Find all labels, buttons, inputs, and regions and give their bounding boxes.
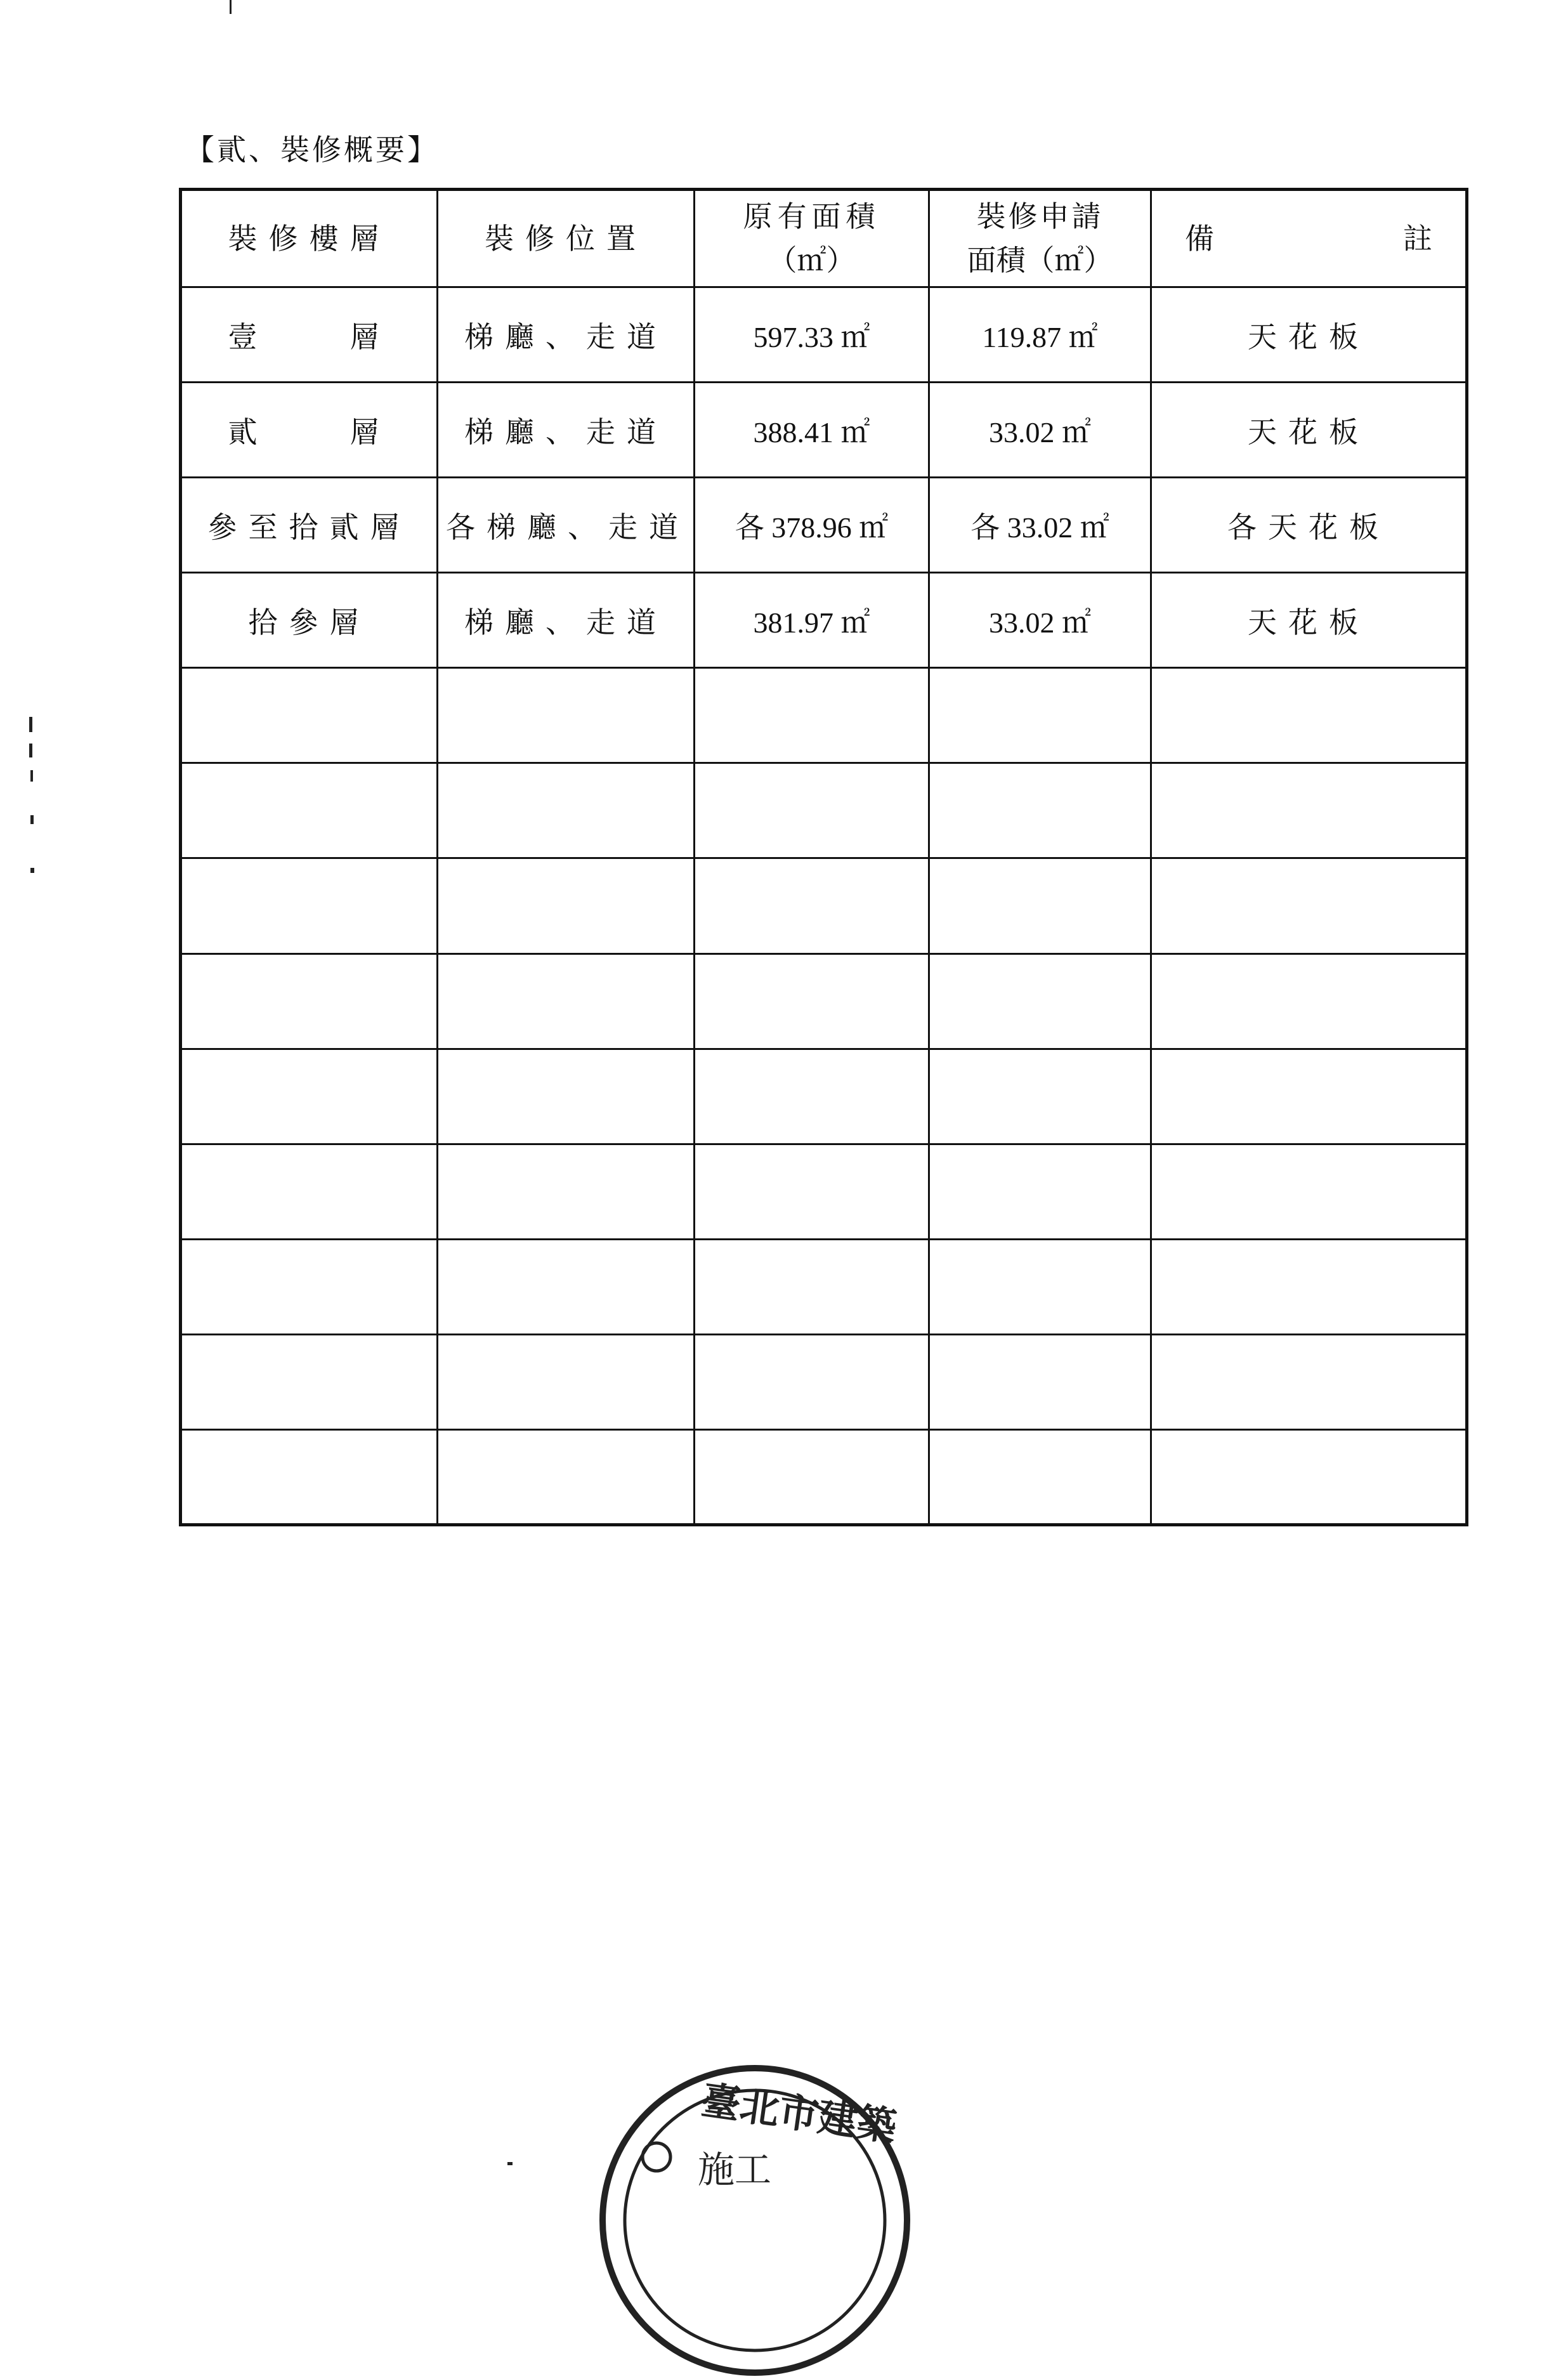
empty-cell <box>1151 1429 1467 1524</box>
cell-applied-area: 119.87 ㎡ <box>929 287 1151 383</box>
renovation-summary-table <box>179 188 1468 1526</box>
empty-cell <box>1151 858 1467 954</box>
empty-cell <box>438 763 695 858</box>
empty-cell <box>181 668 438 763</box>
cell-remark: 天花板 <box>1151 383 1467 478</box>
cell-floor: 貳 層 <box>181 383 438 478</box>
empty-cell <box>695 1429 929 1524</box>
empty-cell <box>695 1144 929 1239</box>
empty-cell <box>181 954 438 1049</box>
header-remark <box>1151 190 1467 287</box>
empty-cell <box>1151 954 1467 1049</box>
empty-table-row <box>181 668 1467 763</box>
header-remark-a: 備 <box>1185 221 1214 256</box>
table-row <box>181 478 1467 573</box>
empty-cell <box>695 763 929 858</box>
header-original-area-line2: （㎡） <box>768 243 856 278</box>
empty-cell <box>695 1334 929 1429</box>
empty-cell <box>181 1049 438 1144</box>
empty-cell <box>929 1049 1151 1144</box>
empty-table-row <box>181 1049 1467 1144</box>
empty-cell <box>929 954 1151 1049</box>
cell-location: 梯廳、走道 <box>438 287 695 383</box>
cell-original-area: 597.33 ㎡ <box>695 287 929 383</box>
empty-cell <box>695 954 929 1049</box>
empty-cell <box>181 1334 438 1429</box>
empty-table-row <box>181 954 1467 1049</box>
empty-cell <box>181 858 438 954</box>
table-row <box>181 383 1467 478</box>
header-applied-area-line1: 裝修申請 <box>976 199 1104 234</box>
cell-original-area: 381.97 ㎡ <box>695 573 929 668</box>
empty-cell <box>1151 668 1467 763</box>
cell-location: 梯廳、走道 <box>438 573 695 668</box>
header-applied-area-line2: 面積（㎡） <box>967 243 1113 278</box>
cell-remark: 天花板 <box>1151 573 1467 668</box>
empty-table-row <box>181 1239 1467 1334</box>
cell-applied-area: 各 33.02 ㎡ <box>929 478 1151 573</box>
empty-cell <box>181 763 438 858</box>
cell-applied-area: 33.02 ㎡ <box>929 383 1151 478</box>
empty-cell <box>1151 1334 1467 1429</box>
empty-cell <box>695 668 929 763</box>
cell-remark: 各天花板 <box>1151 478 1467 573</box>
table-row <box>181 287 1467 383</box>
cell-floor: 參至拾貳層 <box>181 478 438 573</box>
empty-cell <box>181 1429 438 1524</box>
empty-cell <box>1151 1144 1467 1239</box>
empty-cell <box>929 763 1151 858</box>
cell-floor: 壹 層 <box>181 287 438 383</box>
empty-table-row <box>181 1334 1467 1429</box>
empty-cell <box>929 1429 1151 1524</box>
empty-cell <box>929 668 1151 763</box>
empty-cell <box>438 1144 695 1239</box>
empty-cell <box>929 1144 1151 1239</box>
empty-cell <box>438 1239 695 1334</box>
cell-location: 梯廳、走道 <box>438 383 695 478</box>
empty-table-row <box>181 1429 1467 1524</box>
empty-cell <box>438 1429 695 1524</box>
cell-location: 各梯廳、走道 <box>438 478 695 573</box>
table-header-row <box>181 190 1467 287</box>
empty-cell <box>695 858 929 954</box>
empty-cell <box>438 1334 695 1429</box>
cell-floor: 拾參層 <box>181 573 438 668</box>
header-original-area <box>695 190 929 287</box>
empty-table-row <box>181 1144 1467 1239</box>
table-row <box>181 573 1467 668</box>
empty-table-row <box>181 858 1467 954</box>
official-stamp <box>596 2062 913 2379</box>
stamp-text-2: 施工 <box>698 2148 772 2191</box>
empty-cell <box>1151 1049 1467 1144</box>
empty-cell <box>181 1144 438 1239</box>
header-location: 裝修位置 <box>438 190 695 287</box>
stamp-text: 臺北市建築 <box>698 2076 899 2151</box>
empty-cell <box>1151 1239 1467 1334</box>
empty-cell <box>438 858 695 954</box>
header-original-area-line1: 原有面積 <box>743 199 880 234</box>
empty-cell <box>181 1239 438 1334</box>
empty-cell <box>438 668 695 763</box>
cell-original-area: 各 378.96 ㎡ <box>695 478 929 573</box>
empty-cell <box>695 1239 929 1334</box>
header-applied-area <box>929 190 1151 287</box>
empty-cell <box>929 1239 1151 1334</box>
cell-remark: 天花板 <box>1151 287 1467 383</box>
empty-table-row <box>181 763 1467 858</box>
empty-cell <box>438 954 695 1049</box>
empty-cell <box>695 1049 929 1144</box>
empty-cell <box>1151 763 1467 858</box>
empty-cell <box>438 1049 695 1144</box>
header-remark-b: 註 <box>1403 221 1432 256</box>
section-title: 【貳、裝修概要】 <box>185 133 439 167</box>
header-floor: 裝修樓層 <box>181 190 438 287</box>
empty-cell <box>929 858 1151 954</box>
cell-applied-area: 33.02 ㎡ <box>929 573 1151 668</box>
cell-original-area: 388.41 ㎡ <box>695 383 929 478</box>
empty-cell <box>929 1334 1151 1429</box>
